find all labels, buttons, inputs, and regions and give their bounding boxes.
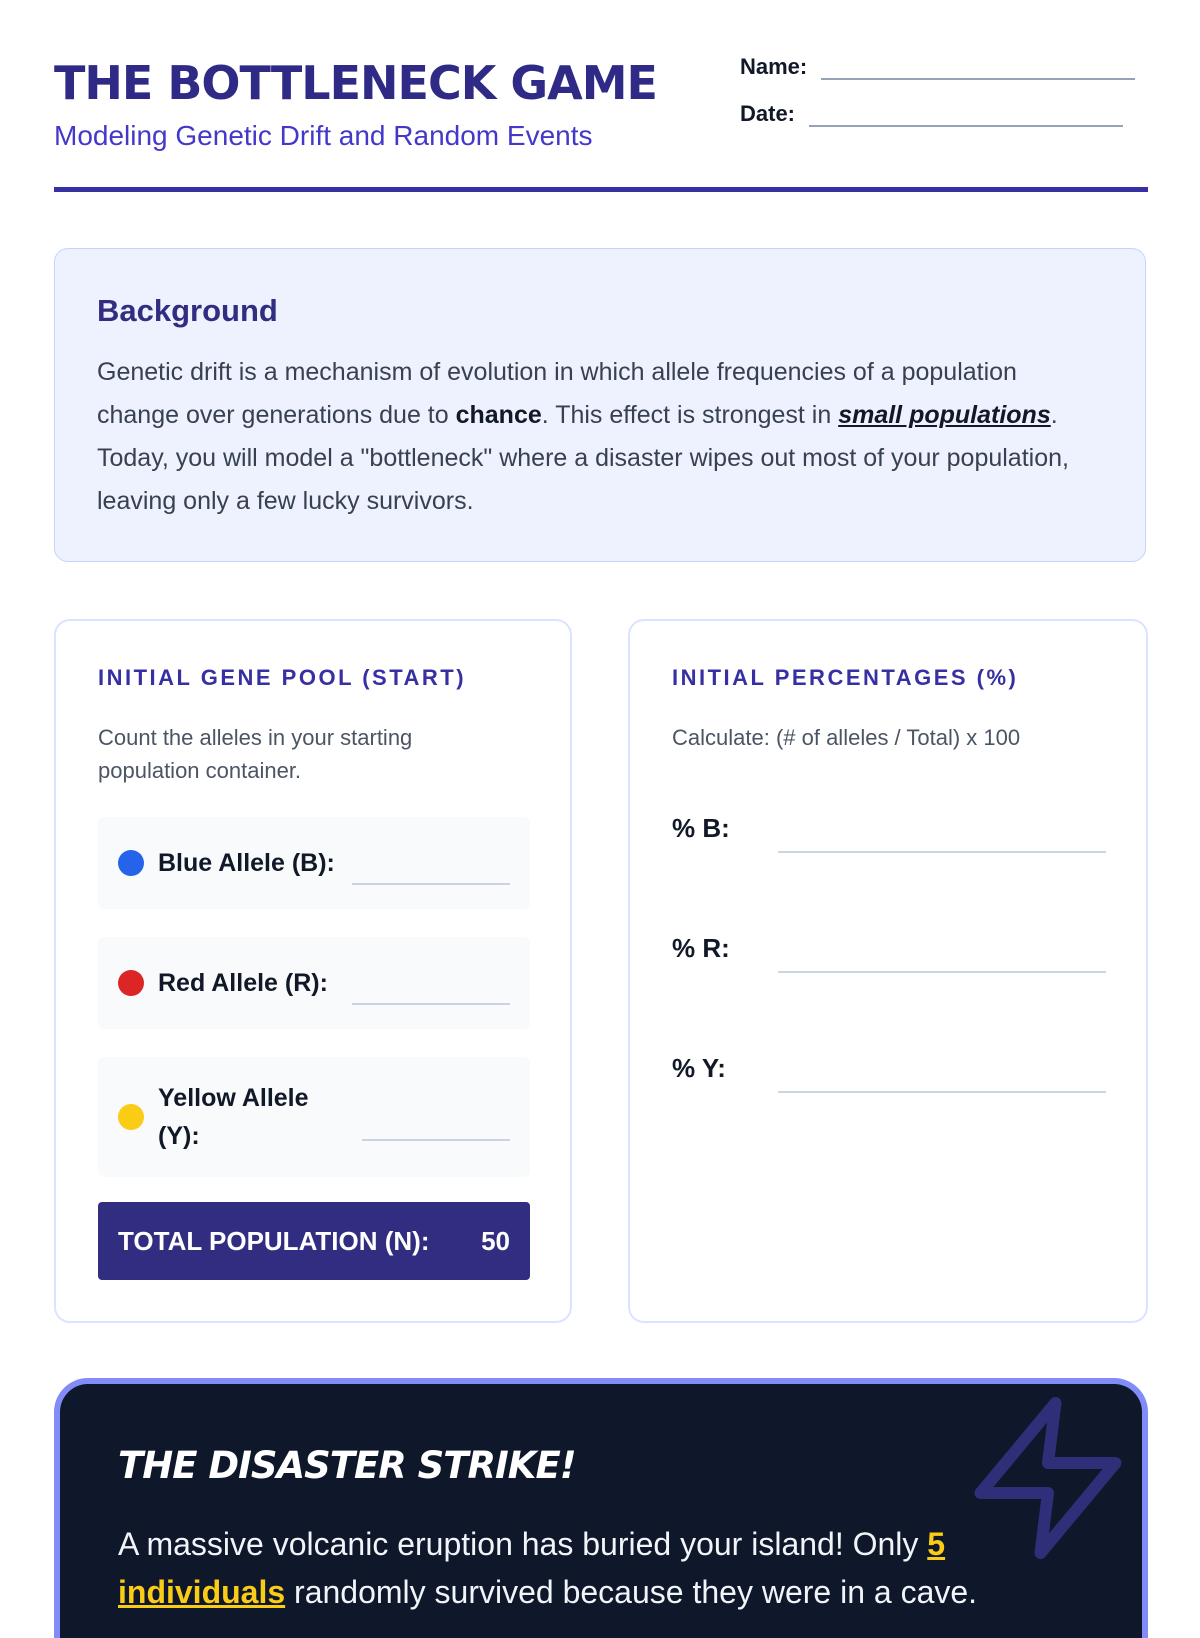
background-panel <box>54 248 1146 562</box>
blue-dot-icon <box>118 850 144 876</box>
gene-pool-description: Count the alleles in your starting population container. <box>98 725 413 783</box>
blue-allele-row <box>98 817 530 909</box>
disaster-text-part2: randomly survived because they were in a cave. <box>285 1574 978 1610</box>
total-population-label: TOTAL POPULATION (N): <box>118 1225 430 1256</box>
background-text-part1: Genetic drift is a mechanism of evolution in which allele frequencies of a population change over generations due to <box>97 358 1017 429</box>
blue-allele-label: Blue Allele (B): <box>158 849 335 877</box>
percent-r-label: % R: <box>672 933 730 963</box>
percent-b-blank[interactable] <box>778 851 1106 853</box>
yellow-allele-blank[interactable] <box>362 1139 510 1141</box>
disaster-highlight: 5 individuals <box>118 1526 946 1610</box>
background-bold-word: chance <box>455 401 542 429</box>
background-text-part2: . This effect is strongest in <box>541 401 839 429</box>
percent-b-row <box>672 813 1108 863</box>
name-label: Name: <box>740 54 808 79</box>
red-dot-icon <box>118 970 144 996</box>
percent-b-label: % B: <box>672 813 730 843</box>
page-title: THE BOTTLENECK GAME <box>54 56 657 110</box>
background-title: Background <box>97 293 278 328</box>
date-label: Date: <box>740 101 796 126</box>
date-blank[interactable] <box>809 123 1123 127</box>
date-field <box>740 101 1123 127</box>
yellow-allele-label: Yellow Allele (Y): <box>158 1084 309 1150</box>
percent-y-label: % Y: <box>672 1053 726 1083</box>
blue-allele-blank[interactable] <box>352 883 510 885</box>
header-divider <box>54 187 1148 192</box>
red-allele-blank[interactable] <box>352 1003 510 1005</box>
gene-pool-title: INITIAL GENE POOL (START) <box>98 665 467 690</box>
disaster-text-part1: A massive volcanic eruption has buried your island! Only <box>118 1526 928 1562</box>
background-text-part3: . Today, you will model a "bottleneck" where a disaster wipes out most of your population, leaving only a few lucky survivors. <box>97 401 1069 515</box>
disaster-text <box>118 1520 1078 1616</box>
background-text <box>97 351 1103 523</box>
name-field <box>740 54 1135 80</box>
percent-r-row <box>672 933 1108 983</box>
yellow-dot-icon <box>118 1104 144 1130</box>
percent-y-blank[interactable] <box>778 1091 1106 1093</box>
gene-pool-card <box>54 619 572 1323</box>
page-subtitle: Modeling Genetic Drift and Random Events <box>54 120 593 151</box>
percentages-title: INITIAL PERCENTAGES (%) <box>672 665 1019 690</box>
header <box>54 0 1148 195</box>
disaster-panel <box>54 1378 1148 1638</box>
background-emphasis: small populations <box>838 401 1051 429</box>
total-population-bar <box>98 1202 530 1280</box>
red-allele-label: Red Allele (R): <box>158 969 328 997</box>
percent-r-blank[interactable] <box>778 971 1106 973</box>
name-blank[interactable] <box>821 76 1135 80</box>
percentages-description: Calculate: (# of alleles / Total) x 100 <box>672 725 1021 750</box>
red-allele-row <box>98 937 530 1029</box>
worksheet <box>54 0 1148 1610</box>
percentages-card <box>628 619 1148 1323</box>
disaster-title: THE DISASTER STRIKE! <box>118 1444 576 1487</box>
total-population-value: 50 <box>481 1225 510 1256</box>
yellow-allele-row <box>98 1057 530 1177</box>
percent-y-row <box>672 1053 1108 1103</box>
